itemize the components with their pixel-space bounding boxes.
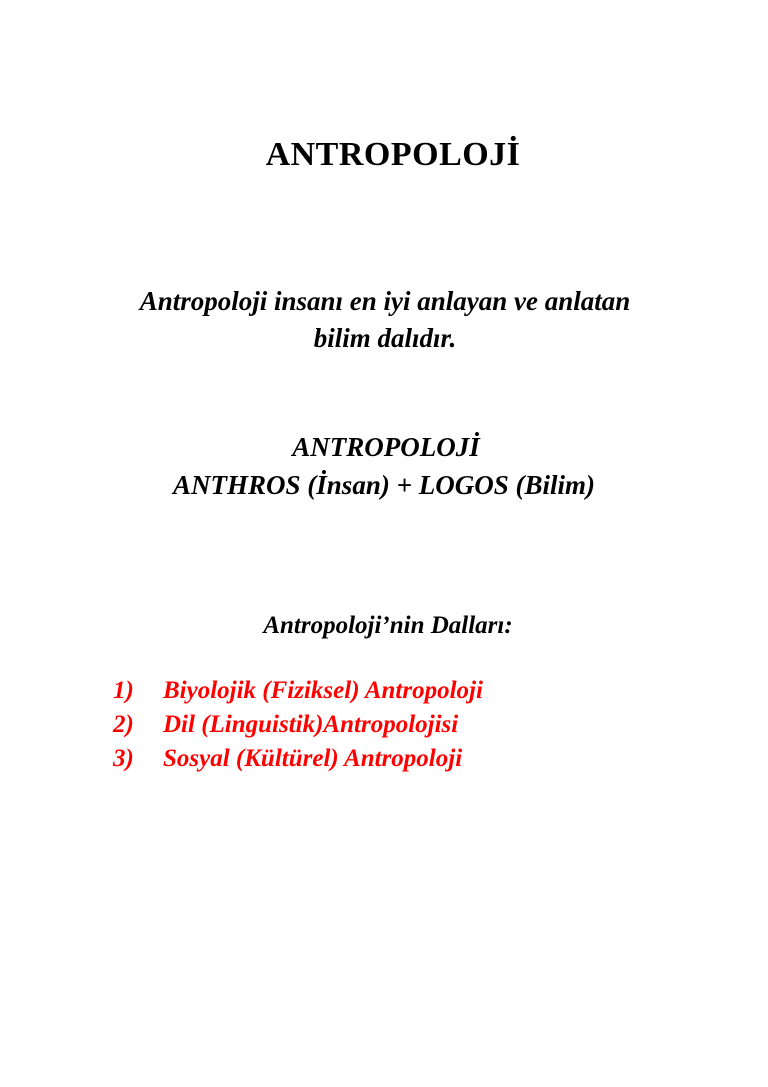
list-item-label: Dil (Linguistik)Antropolojisi [163, 711, 459, 738]
list-item [113, 708, 483, 742]
intro-line-2: bilim dalıdır. [313, 323, 457, 353]
intro-paragraph [100, 283, 670, 357]
list-item [113, 742, 483, 776]
branches-heading: Antropoloji’nin Dalları: [263, 612, 513, 639]
list-item-number: 2) [113, 711, 134, 738]
etymology-formula: ANTHROS (İnsan) + LOGOS (Bilim) [173, 470, 595, 500]
etymology-word: ANTROPOLOJİ [292, 432, 480, 462]
list-item-label: Sosyal (Kültürel) Antropoloji [163, 745, 463, 772]
list-item-number: 1) [113, 677, 134, 704]
list-item-label: Biyolojik (Fiziksel) Antropoloji [163, 677, 483, 704]
etymology-block [0, 428, 768, 504]
list-item [113, 674, 483, 708]
list-item-number: 3) [113, 745, 134, 772]
branches-list [113, 674, 483, 776]
intro-line-1: Antropoloji insanı en iyi anlayan ve anlatan [139, 286, 631, 316]
page-title: ANTROPOLOJİ [265, 136, 521, 173]
